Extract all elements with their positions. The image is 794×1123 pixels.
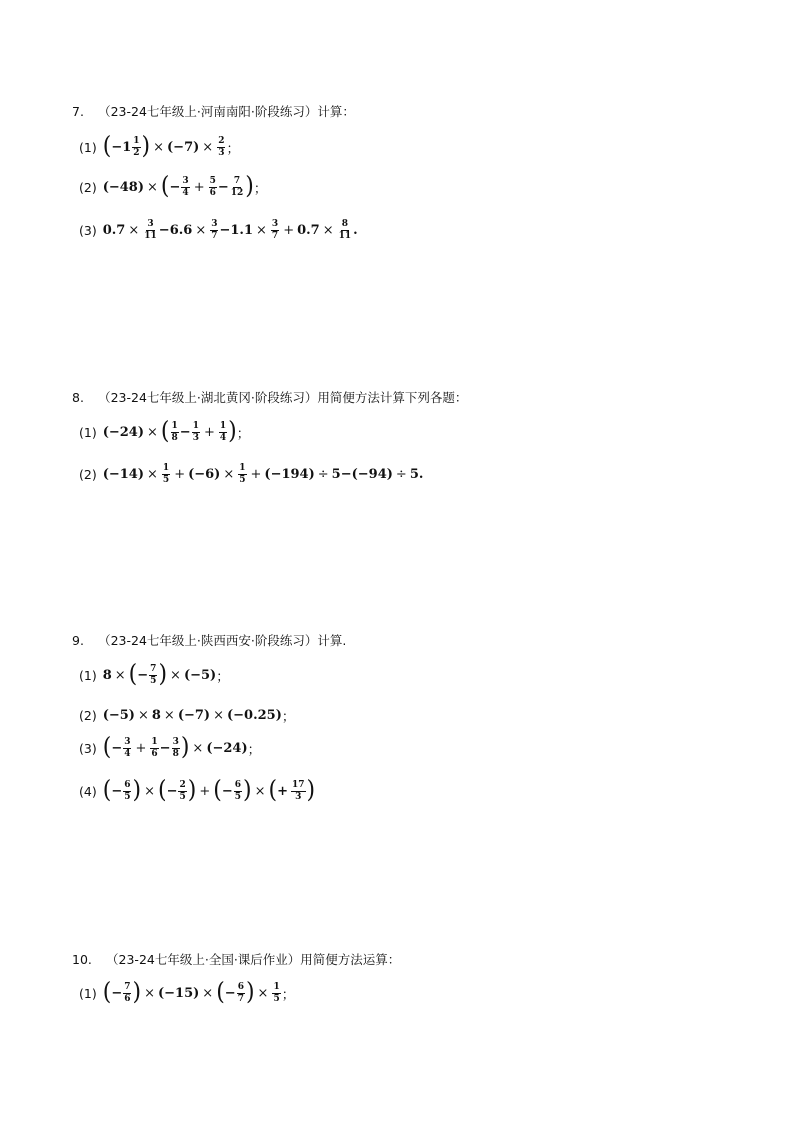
expression: ( −1 $\frac{1}{2}$ ) × (−7) × $\frac{2}{3}$ ；	[102, 132, 240, 161]
problem-source: （23-24七年级上·湖北黄冈·阶段练习）用简便方法计算下列各题：	[98, 390, 468, 405]
fraction: $\frac{1}{2}$	[133, 135, 140, 158]
problem-source: （23-24七年级上·全国·课后作业）用简便方法运算：	[106, 952, 401, 967]
item-label: (3)	[79, 223, 97, 238]
problem-source: （23-24七年级上·陕西西安·阶段练习）计算.	[98, 633, 347, 648]
expression: 0.7 × $\frac{3}{11}$ − 6.6 × $\frac{3}{7}$ − 1.1 × $\frac{3}{7}$ + 0.7 × $\frac{8}{11}$ .	[102, 219, 358, 241]
fraction: $\frac{3}{7}$	[211, 219, 218, 241]
item-label: (2)	[79, 708, 97, 723]
fraction: $\frac{1}{6}$	[151, 736, 158, 759]
fraction: $\frac{5}{6}$	[209, 175, 216, 198]
fraction: $\frac{1}{8}$	[171, 420, 178, 443]
problem-9-item-2	[79, 706, 295, 725]
fraction: $\frac{6}{5}$	[124, 779, 131, 802]
fraction: $\frac{1}{5}$	[162, 463, 170, 485]
fraction: $\frac{6}{5}$	[234, 779, 242, 802]
fraction: $\frac{2}{5}$	[179, 779, 186, 802]
fraction: $\frac{7}{12}$	[230, 175, 244, 198]
problem-10-item-1	[79, 978, 295, 1007]
fraction: $\frac{3}{4}$	[124, 736, 131, 759]
fraction: $\frac{17}{3}$	[292, 779, 305, 802]
problem-7-item-3	[79, 220, 358, 241]
fraction: $\frac{2}{3}$	[218, 135, 225, 158]
problem-7	[72, 102, 355, 120]
problem-9	[72, 631, 346, 649]
item-label: (2)	[79, 179, 97, 195]
item-label: (2)	[79, 467, 97, 482]
problem-number: 10.	[72, 952, 92, 967]
problem-8-item-2	[79, 464, 423, 485]
fraction: $\frac{3}{11}$	[144, 219, 157, 241]
expression: ( − $\frac{3}{4}$ + $\frac{1}{6}$ − $\frac{3}{8}$ ) × (−24) ；	[102, 733, 261, 762]
problem-8-item-1	[79, 417, 250, 446]
problem-9-item-3	[79, 733, 261, 762]
fraction: $\frac{1}{5}$	[273, 981, 280, 1004]
item-label: (3)	[79, 740, 97, 756]
expression: 8 × ( − $\frac{7}{5}$ ) × (−5) ；	[102, 660, 230, 689]
problem-number: 9.	[72, 633, 84, 648]
item-label: (1)	[79, 139, 97, 155]
expression: ( − $\frac{7}{6}$ ) × (−15) × ( − $\frac{6}{7}$ ) × $\frac{1}{5}$ ；	[102, 978, 295, 1007]
expression: (−14) × $\frac{1}{5}$ + (−6) × $\frac{1}{5}$ + (−194) ÷ 5 − (−94) ÷ 5 .	[102, 463, 424, 485]
problem-8	[72, 388, 467, 406]
fraction: $\frac{6}{7}$	[237, 981, 244, 1004]
problem-10	[72, 950, 400, 968]
problem-9-item-4	[79, 776, 316, 805]
item-label: (1)	[79, 667, 97, 683]
fraction: $\frac{3}{4}$	[182, 175, 189, 198]
expression: ( − $\frac{6}{5}$ ) × ( − $\frac{2}{5}$ ) + ( − $\frac{6}{5}$ ) × ( + $\frac{17}{3}$ )	[102, 776, 316, 805]
fraction: $\frac{1}{3}$	[192, 420, 199, 443]
expression: (−24) × ( $\frac{1}{8}$ − $\frac{1}{3}$ + $\frac{1}{4}$ ) ；	[102, 417, 250, 446]
item-label: (1)	[79, 985, 97, 1001]
problem-9-item-1	[79, 660, 230, 689]
item-label: (4)	[79, 783, 97, 799]
fraction: $\frac{1}{4}$	[219, 420, 227, 443]
problem-7-item-2	[79, 172, 267, 201]
fraction: $\frac{8}{11}$	[338, 219, 352, 241]
problem-7-item-1	[79, 132, 240, 161]
fraction: $\frac{3}{7}$	[271, 219, 279, 241]
expression: (−48) × ( − $\frac{3}{4}$ + $\frac{5}{6}$ − $\frac{7}{12}$ ) ；	[102, 172, 267, 201]
item-label: (1)	[79, 424, 97, 440]
fraction: $\frac{1}{5}$	[239, 463, 246, 485]
expression: (−5) × 8 × (−7) × (−0.25) ；	[102, 708, 295, 725]
fraction: $\frac{7}{5}$	[150, 663, 157, 686]
fraction: $\frac{7}{6}$	[124, 981, 131, 1004]
problem-source: （23-24七年级上·河南南阳·阶段练习）计算：	[98, 104, 355, 119]
fraction: $\frac{3}{8}$	[172, 736, 179, 759]
problem-number: 7.	[72, 104, 84, 119]
problem-number: 8.	[72, 390, 84, 405]
